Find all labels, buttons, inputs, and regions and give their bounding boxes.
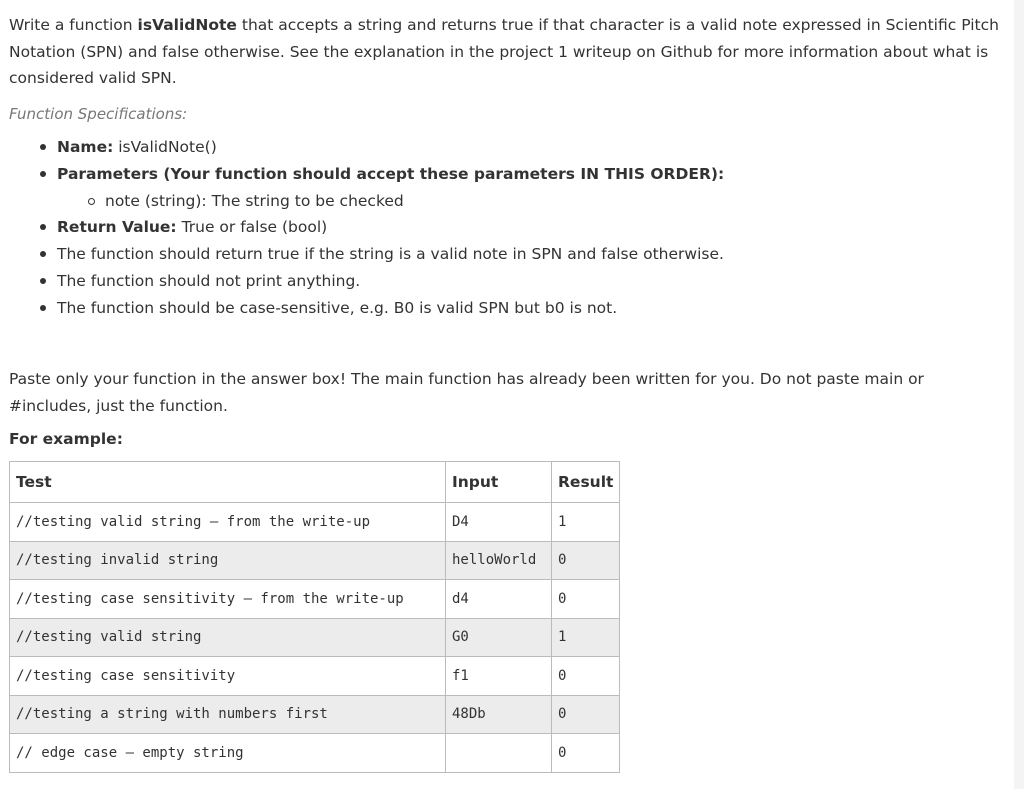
cell-result: 0 [552,580,620,619]
table-row [10,657,620,696]
cell-input [446,734,552,773]
spec-item-return-desc: The function should return true if the string is a valid note in SPN and false otherwise. [57,241,724,268]
spec-param-1: note (string): The string to be checked [57,188,724,215]
cell-test: //testing a string with numbers first [10,695,446,734]
table-row [10,695,620,734]
cell-test: // edge case – empty string [10,734,446,773]
cell-result: 0 [552,541,620,580]
cell-test: //testing case sensitivity [10,657,446,696]
cell-input: 48Db [446,695,552,734]
header-result: Result [552,462,620,503]
table-row [10,580,620,619]
function-name: isValidNote [137,16,237,34]
cell-test: //testing invalid string [10,541,446,580]
spec-name-label: Name: [57,138,114,156]
spec-return-label: Return Value: [57,218,177,237]
cell-result: 1 [552,618,620,657]
spec-return-value: True or false (bool) [176,218,328,237]
table-header-row [10,462,620,503]
spec-params-label: Parameters (Your function should accept these parameters IN THIS ORDER): [57,164,725,183]
cell-input: D4 [446,503,552,542]
intro-rest: that accepts a string and returns true if that character is a valid note expressed in Scientific Pitch Notation (SPN) and false otherwise. See the explanation in the project 1 writeup on Github for more information about what is considered valid SPN. [9,16,999,87]
table-row [10,618,620,657]
spec-item-return [57,214,724,241]
table-row [10,503,620,542]
intro-prefix: Write a function [9,16,138,34]
spec-name-value: isValidNote() [113,138,217,156]
spec-heading: Function Specifications: [9,105,188,123]
cell-input: helloWorld [446,541,552,580]
spec-item-params [57,161,724,188]
spec-item-no-print: The function should not print anything. [57,268,724,295]
cell-result: 1 [552,503,620,542]
header-test: Test [10,462,446,503]
table-row [10,541,620,580]
paste-note: Paste only your function in the answer box! The main function has already been written for you. Do not paste main or #includes, just the function. [9,370,924,415]
spec-list [57,134,724,322]
intro-paragraph [9,12,999,92]
cell-input: G0 [446,618,552,657]
cell-result: 0 [552,657,620,696]
spec-item-case: The function should be case-sensitive, e.g. B0 is valid SPN but b0 is not. [57,295,724,322]
cell-result: 0 [552,734,620,773]
spec-item-name [57,134,724,161]
cell-input: f1 [446,657,552,696]
header-input: Input [446,462,552,503]
table-row [10,734,620,773]
examples-table [9,461,620,773]
cell-test: //testing valid string – from the write-up [10,503,446,542]
cell-test: //testing case sensitivity – from the write-up [10,580,446,619]
page-scrollbar[interactable] [1014,0,1024,789]
cell-input: d4 [446,580,552,619]
for-example-heading: For example: [9,430,123,448]
cell-result: 0 [552,695,620,734]
cell-test: //testing valid string [10,618,446,657]
